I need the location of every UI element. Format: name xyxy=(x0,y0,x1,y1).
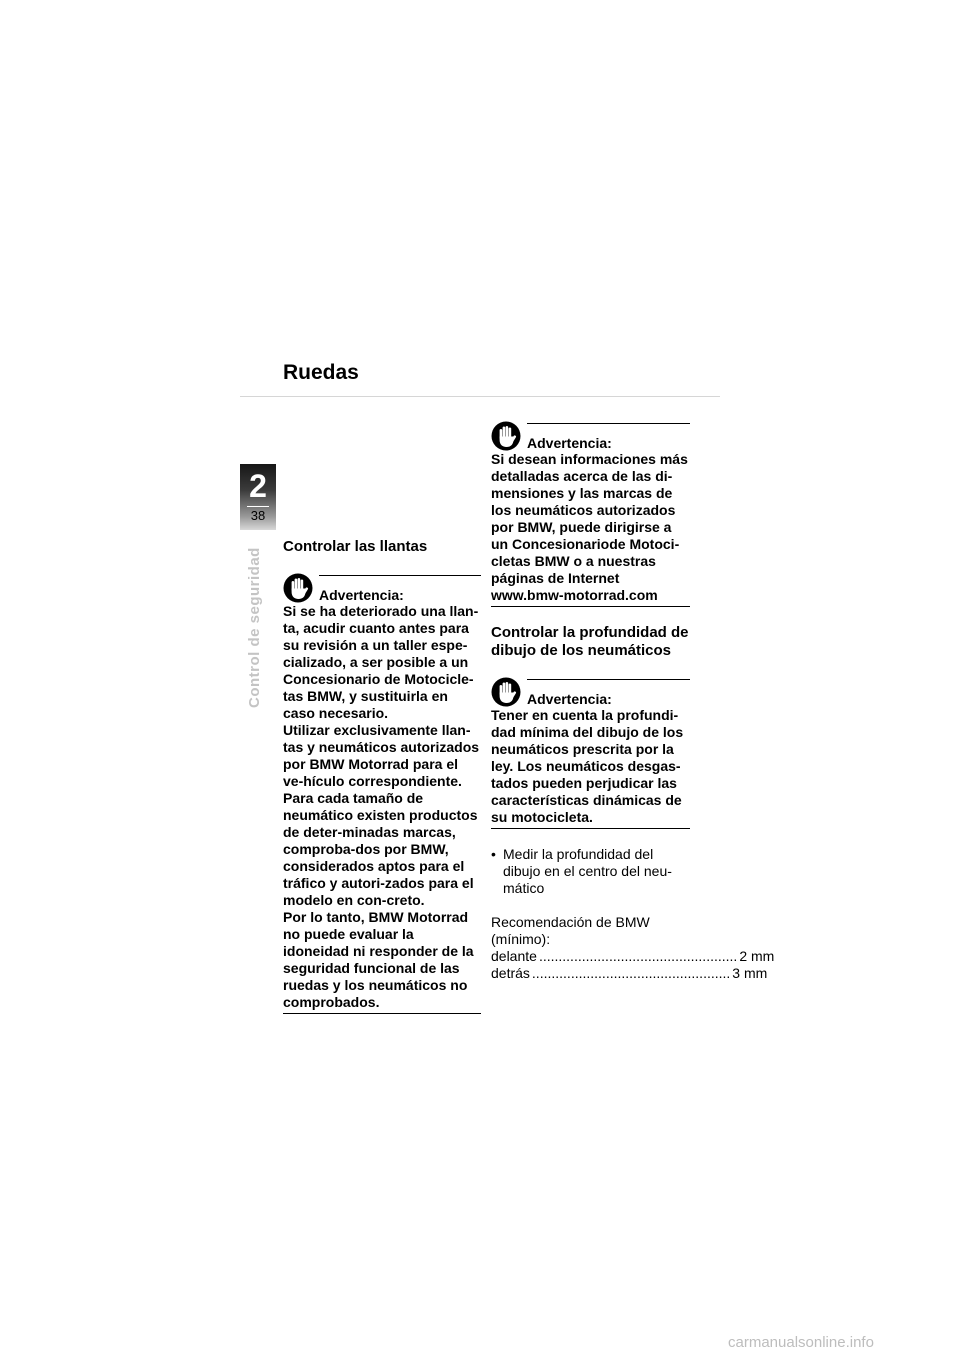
spec-value: 2 mm xyxy=(739,948,775,964)
chapter-tab xyxy=(240,464,276,530)
warning-label: Advertencia: xyxy=(527,435,612,451)
warning-text: Si desean informaciones más detalladas acerca de las di-mensiones y las marcas de los neumáticos autorizados por BMW, puede dirigirse a un Concesionariode Motoci-cletas BMW o a nuestras páginas de Internet www.bmw-motorrad.com xyxy=(491,451,688,603)
warning-paragraph: Utilizar exclusivamente llan-tas y neumáticos autorizados por BMW Motorrad para el ve-hículo correspondiente. Para cada tamaño de neumático existen productos de deter-minadas marcas, comproba-dos por BMW, considerados aptos para el tráfico y autori-zados para el modelo en con-creto. xyxy=(283,722,480,908)
left-column xyxy=(283,538,481,1014)
warning-paragraph: Si se ha deteriorado una llan-ta, acudir cuanto antes para su revisión a un taller espe-cializado, a ser posible a un Concesionario de Motocicle-tas BMW, y sustituirla en caso necesario. xyxy=(283,603,479,721)
warning-block-rims xyxy=(283,573,481,1014)
spec-label: detrás xyxy=(491,965,530,981)
warning-block-tread xyxy=(491,677,690,829)
stop-hand-icon xyxy=(491,421,521,451)
warning-label: Advertencia: xyxy=(527,691,612,707)
spec-value: 3 mm xyxy=(732,965,768,981)
chapter-divider xyxy=(247,506,269,507)
section-heading-rims: Controlar las llantas xyxy=(283,538,428,555)
warning-bottom-rule xyxy=(491,828,690,829)
page-title: Ruedas xyxy=(283,361,359,384)
recommendation-text: Recomendación de BMW (mínimo): xyxy=(491,914,650,947)
side-section-label: Control de seguridad xyxy=(246,547,263,708)
chapter-number: 2 xyxy=(249,468,267,504)
warning-top-rule xyxy=(527,679,690,680)
watermark: carmanualsonline.info xyxy=(728,1334,874,1351)
spec-row-front xyxy=(491,948,775,965)
warning-paragraph: Por lo tanto, BMW Motorrad no puede evaluar la idoneidad ni responder de la seguridad funcional de las ruedas y los neumáticos no comprobados. xyxy=(283,909,474,1010)
spec-row-rear xyxy=(491,965,768,982)
warning-label: Advertencia: xyxy=(319,587,404,603)
list-item xyxy=(491,846,690,897)
warning-block-info xyxy=(491,421,690,607)
warning-bottom-rule xyxy=(283,1013,481,1014)
spec-leader: ................................................... xyxy=(531,965,731,981)
stop-hand-icon xyxy=(491,677,521,707)
spec-label: delante xyxy=(491,948,537,964)
warning-top-rule xyxy=(527,423,690,424)
section-heading-tread: Controlar la profundidad de dibujo de los neumáticos xyxy=(491,624,689,659)
bullet-mark: • xyxy=(491,846,496,862)
spec-leader: ................................................... xyxy=(538,948,738,964)
warning-text: Tener en cuenta la profundi-dad mínima del dibujo de los neumáticos prescrita por la ley. Los neumáticos desgas-tados pueden perjudicar las características dinámicas de su motocicleta. xyxy=(491,707,684,825)
warning-top-rule xyxy=(319,575,481,576)
page-number: 38 xyxy=(250,508,266,523)
warning-text xyxy=(283,603,481,1011)
bullet-text: Medir la profundidad del dibujo en el centro del neu-mático xyxy=(503,846,672,896)
warning-bottom-rule xyxy=(491,606,690,607)
title-divider xyxy=(240,396,720,397)
right-column xyxy=(491,421,775,982)
stop-hand-icon xyxy=(283,573,313,603)
